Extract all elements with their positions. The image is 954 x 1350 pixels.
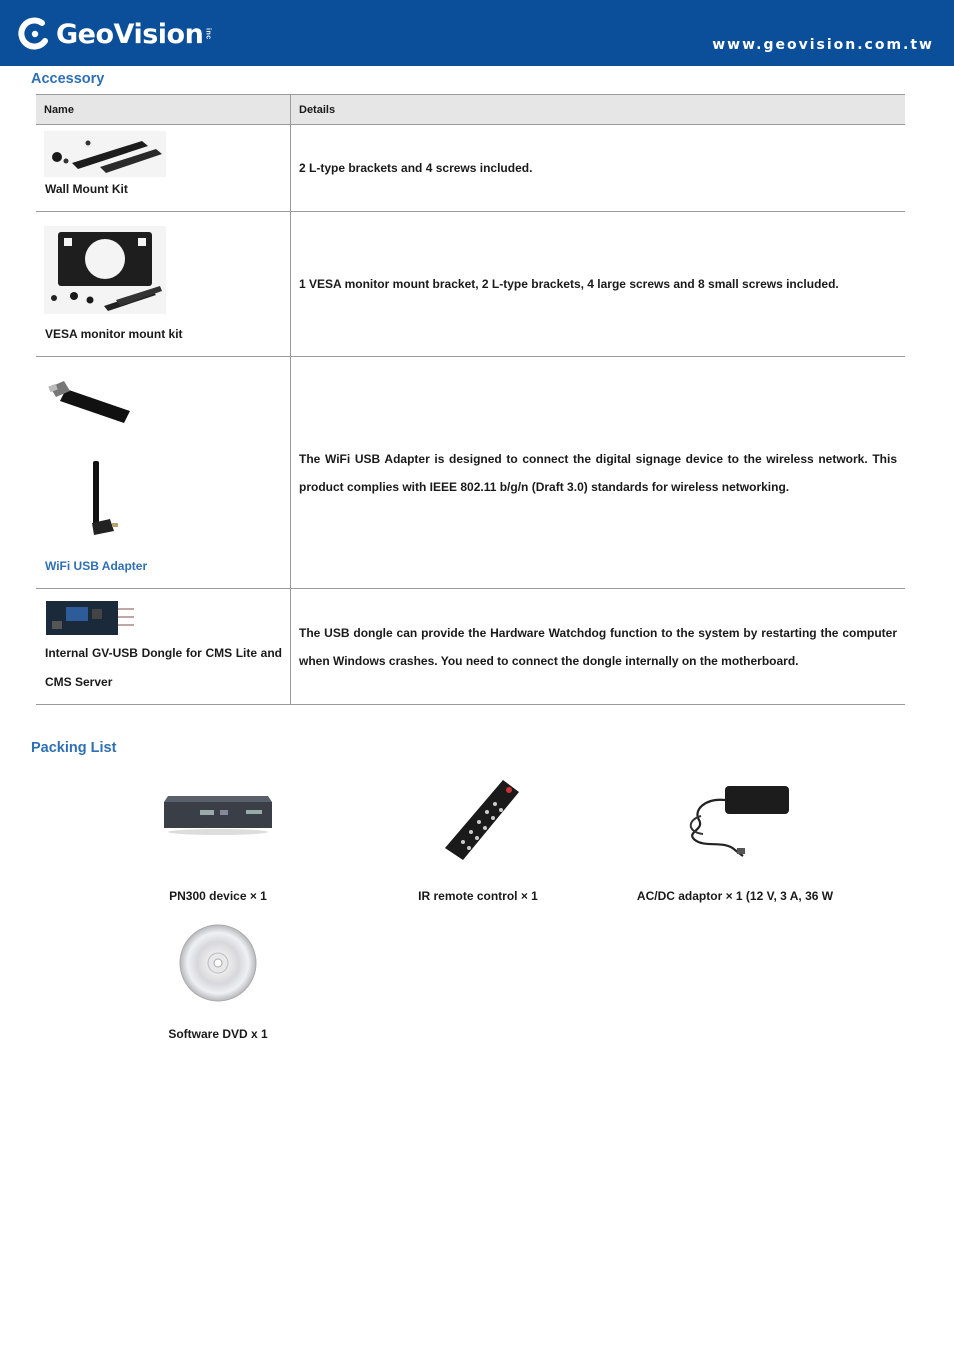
vesa-mount-kit-image [44,226,166,314]
accessory-name-cell [36,212,291,357]
accessory-name: Wall Mount Kit [45,182,128,196]
column-header-name: Name [36,95,291,125]
wifi-antenna-image [80,457,120,541]
accessory-table [36,94,905,705]
table-row [36,212,905,357]
table-header-row [36,95,905,125]
pn300-device-image [160,780,276,840]
geovision-logo-icon [18,17,50,51]
dvd-image [177,922,259,1004]
accessory-name-cell [36,589,291,705]
packing-item-label: IR remote control × 1 [418,889,538,903]
wall-mount-kit-image [44,131,166,177]
packing-item-label: Software DVD x 1 [168,1027,268,1041]
table-row [36,357,905,589]
usb-dongle-image [44,599,136,637]
accessory-name: Internal GV-USB Dongle for CMS Lite and CMS Server [45,646,282,689]
packing-item-dvd [138,922,298,1041]
packing-item-label: PN300 device × 1 [169,889,267,903]
page-header [0,0,954,66]
packing-item-label: AC/DC adaptor × 1 (12 V, 3 A, 36 W [636,889,834,903]
ac-adaptor-image [675,780,795,860]
brand-name: GeoVision [56,18,204,50]
packing-item-adaptor [620,780,850,903]
website-url[interactable]: www.geovision.com.tw [712,37,934,53]
accessory-details: The WiFi USB Adapter is designed to connect the digital signage device to the wireless network. This product complies with IEEE 802.11 b/g/n (Draft 3.0) standards for wireless networking. [291,357,906,589]
packing-list-title: Packing List [31,740,117,756]
packing-item-pn300 [138,780,298,903]
packing-item-remote [388,778,568,903]
accessory-name-cell [36,357,291,589]
accessory-title: Accessory [31,71,105,87]
accessory-details: The USB dongle can provide the Hardware Watchdog function to the system by restarting the computer when Windows crashes. You need to connect the dongle internally on the motherboard. [291,589,906,705]
column-header-details: Details [291,95,906,125]
accessory-details: 1 VESA monitor mount bracket, 2 L-type brackets, 4 large screws and 8 small screws included. [291,212,906,357]
accessory-name-cell [36,125,291,212]
accessory-name[interactable]: WiFi USB Adapter [45,559,148,573]
accessory-details: 2 L-type brackets and 4 screws included. [291,125,906,212]
wifi-usb-dongle-image [46,377,136,427]
table-row [36,125,905,212]
ir-remote-image [433,778,523,862]
brand-suffix: inc [204,28,212,40]
accessory-name: VESA monitor mount kit [45,327,183,341]
geovision-logo [18,14,211,54]
table-row [36,589,905,705]
